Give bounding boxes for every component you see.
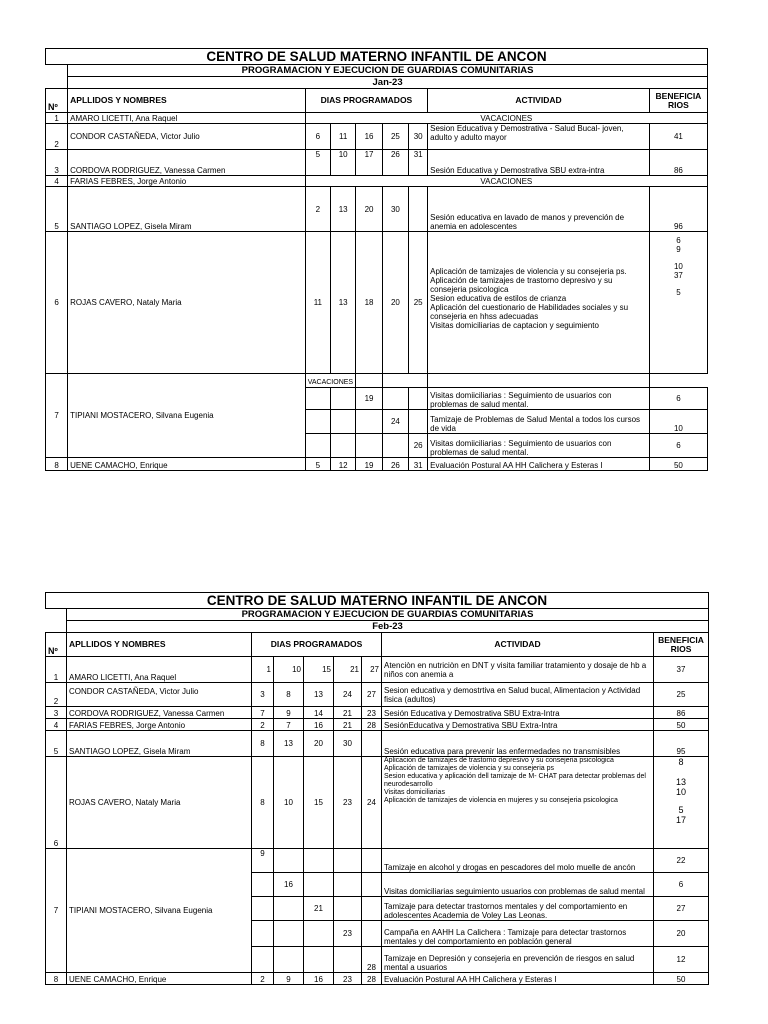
activity-cell: Tamizaje en Depresión y consejeria en prevención de riesgos en salud mental a usuarios (382, 947, 654, 973)
beneficiaries-value: 8 (678, 757, 684, 767)
day-cell: 21 (334, 719, 362, 731)
day-cell: 9 (274, 707, 304, 719)
beneficiaries-cell: 50 (654, 719, 709, 731)
beneficiaries-cell: 10 (649, 410, 707, 434)
beneficiaries-value: 10 (676, 787, 687, 797)
table-row (46, 657, 709, 683)
day-cell: 21 (334, 657, 362, 683)
staff-name: UENE CAMACHO, Enrique (67, 973, 252, 985)
row-number: 2 (46, 683, 67, 707)
day-cell: 28 (362, 947, 382, 973)
day-cell (409, 187, 428, 232)
row-number: 3 (46, 707, 67, 719)
row-number: 1 (46, 113, 68, 124)
activity-cell: Tamizaje de Problemas de Salud Mental a todos los cursos de vida (428, 410, 650, 434)
activity-cell: Sesión educativa para prevenir las enfermedades no transmisibles (382, 731, 654, 757)
row-number: 5 (46, 187, 68, 232)
activity-cell: Evaluación Postural AA HH Calichera y Esteras I (382, 973, 654, 985)
day-cell: 28 (362, 719, 382, 731)
staff-name: CONDOR CASTAÑEDA, Victor Julio (67, 683, 252, 707)
day-cell: 7 (274, 719, 304, 731)
day-cell: 17 (356, 150, 382, 176)
beneficiaries-cell: 50 (649, 458, 707, 471)
day-cell: 27 (362, 683, 382, 707)
beneficiaries-value: 5 (676, 288, 681, 297)
table-row (46, 113, 708, 124)
activity-cell: VACACIONES (305, 176, 707, 187)
beneficiaries-cell: 25 (654, 683, 709, 707)
activity-cell: Tamizaje para detectar trastornos mentales y del comportamiento en adolescentes Academia de Voley Las Leonas. (382, 897, 654, 921)
day-cell: 7 (252, 707, 274, 719)
day-cell: 30 (409, 124, 428, 150)
activity-cell: Tamizaje en alcohol y drogas en pescadores del molo muelle de ancón (382, 849, 654, 873)
day-cell: 24 (382, 410, 408, 434)
table-row (46, 683, 709, 707)
column-header-number: Nº (46, 633, 67, 657)
beneficiaries-value: 9 (676, 245, 681, 254)
day-cell: 15 (304, 657, 334, 683)
activity-cell: Evaluación Postural AA HH Calichera y Esteras I (428, 458, 650, 471)
table-row (46, 176, 708, 187)
beneficiaries-value: 13 (676, 777, 687, 787)
row-number: 8 (46, 458, 68, 471)
table-period: Feb-23 (67, 621, 709, 633)
day-cell: 23 (334, 921, 362, 947)
activity-cell: Sesion educativa y demostrtiva en Salud bucal, Alimentacion y Actividad fisica (adultos) (382, 683, 654, 707)
day-cell: 8 (252, 731, 274, 757)
day-cell: 27 (362, 657, 382, 683)
day-cell: 2 (252, 973, 274, 985)
table-row (46, 187, 708, 232)
day-cell: 16 (304, 719, 334, 731)
row-number: 6 (46, 232, 68, 374)
beneficiaries-cell: 50 (654, 973, 709, 985)
beneficiaries-list (654, 757, 709, 849)
day-cell: 2 (252, 719, 274, 731)
table-period: Jan-23 (68, 77, 708, 89)
table-title: CENTRO DE SALUD MATERNO INFANTIL DE ANCON (46, 593, 709, 609)
table-row (46, 849, 709, 873)
beneficiaries-cell: 96 (649, 187, 707, 232)
row-number: 4 (46, 719, 67, 731)
day-cell: 3 (252, 683, 274, 707)
beneficiaries-cell: 95 (654, 731, 709, 757)
activity-cell: Sesión Educativa y Demostrativa SBU extra-intra (428, 150, 650, 176)
beneficiaries-cell: 6 (649, 434, 707, 458)
day-cell: 26 (382, 150, 408, 176)
row-number: 6 (46, 757, 67, 849)
column-header-number: Nº (46, 89, 68, 113)
row-number: 5 (46, 731, 67, 757)
activity-cell: Campaña en AAHH La Calichera : Tamizaje para detectar trastornos mentales y del comportamiento en población general (382, 921, 654, 947)
day-cell: 28 (362, 973, 382, 985)
beneficiaries-cell: 6 (654, 873, 709, 897)
table-row (46, 707, 709, 719)
column-header-beneficiaries: BENEFICIA RIOS (654, 633, 709, 657)
activity-list (428, 232, 650, 374)
day-cell: 20 (304, 731, 334, 757)
activity-cell: Sesion Educativa y Demostrativa - Salud Bucal- joven, adulto y adulto mayor (428, 124, 650, 150)
table-subtitle: PROGRAMACION Y EJECUCION DE GUARDIAS COMUNITARIAS (68, 65, 708, 77)
day-cell: 19 (356, 458, 382, 471)
table-row (46, 458, 708, 471)
beneficiaries-value: 5 (678, 805, 684, 815)
day-cell: 10 (331, 150, 356, 176)
day-cell: 14 (304, 707, 334, 719)
table-subtitle: PROGRAMACION Y EJECUCION DE GUARDIAS COMUNITARIAS (67, 609, 709, 621)
day-cell: 5 (305, 458, 330, 471)
activity-cell: Sesión Educativa y Demostrativa SBU Extra-Intra (382, 707, 654, 719)
table-row (46, 150, 708, 176)
activity-list (382, 757, 654, 849)
activity-cell: Visitas domiiciliarias : Seguimiento de usuarios con problemas de salud mental. (428, 388, 650, 410)
activity-cell: Atenciòn en nutriciòn en DNT y visita familiar tratamiento y dosaje de hb a niños con anemia a (382, 657, 654, 683)
activity-cell: Visitas domiiciliarias : Seguimiento de usuarios con problemas de salud mental. (428, 434, 650, 458)
table-row (46, 124, 708, 150)
day-cell: 13 (331, 232, 356, 374)
beneficiaries-cell: 27 (654, 897, 709, 921)
beneficiaries-value: 10 (673, 262, 683, 271)
day-cell: 10 (274, 757, 304, 849)
activity-line: Aplicación de tamizajes de violencia en mujeres y su consejeria psicologica (384, 797, 618, 804)
vacation-label: VACACIONES (305, 374, 356, 388)
day-cell: 23 (362, 707, 382, 719)
beneficiaries-cell: 20 (654, 921, 709, 947)
row-number: 4 (46, 176, 68, 187)
staff-name: CORDOVA RODRIGUEZ, Vanessa Carmen (68, 150, 306, 176)
table-row (46, 757, 709, 849)
day-cell: 5 (305, 150, 330, 176)
day-cell: 31 (409, 150, 428, 176)
day-cell: 1 (252, 657, 274, 683)
day-cell: 12 (331, 458, 356, 471)
day-cell: 26 (409, 434, 428, 458)
day-cell: 6 (305, 124, 330, 150)
day-cell: 18 (356, 232, 382, 374)
beneficiaries-cell: 41 (649, 124, 707, 150)
staff-name: ROJAS CAVERO, Nataly Maria (68, 232, 306, 374)
day-cell (362, 731, 382, 757)
table-row (46, 973, 709, 985)
column-header-days: DIAS PROGRAMADOS (252, 633, 382, 657)
day-cell: 8 (274, 683, 304, 707)
day-cell: 13 (304, 683, 334, 707)
day-cell: 20 (382, 232, 408, 374)
day-cell: 25 (409, 232, 428, 374)
day-cell: 23 (334, 757, 362, 849)
beneficiaries-cell: 86 (654, 707, 709, 719)
table-row (46, 719, 709, 731)
beneficiaries-cell: 37 (654, 657, 709, 683)
row-number: 1 (46, 657, 67, 683)
activity-line: Visitas domiciliarias (384, 789, 445, 796)
day-cell: 21 (334, 707, 362, 719)
day-cell: 9 (252, 849, 274, 873)
table-row (46, 731, 709, 757)
column-header-name: APLLIDOS Y NOMBRES (67, 633, 252, 657)
activity-line: Aplicación de tamizajes de violencia y su consejeria ps. (430, 267, 627, 276)
staff-name: CORDOVA RODRIGUEZ, Vanessa Carmen (67, 707, 252, 719)
day-cell: 30 (334, 731, 362, 757)
beneficiaries-value: 6 (676, 236, 681, 245)
staff-name: AMARO LICETTI, Ana Raquel (68, 113, 306, 124)
schedule-table-january (45, 48, 708, 471)
column-header-name: APLLIDOS Y NOMBRES (68, 89, 306, 113)
day-cell: 15 (304, 757, 334, 849)
day-cell: 16 (356, 124, 382, 150)
activity-line: Visitas domiciliarias de captacion y seguimiento (430, 321, 599, 330)
staff-name: UENE CAMACHO, Enrique (68, 458, 306, 471)
day-cell: 11 (331, 124, 356, 150)
day-cell: 8 (252, 757, 274, 849)
beneficiaries-cell: 86 (649, 150, 707, 176)
staff-name: TIPIANI MOSTACERO, Silvana Eugenia (68, 374, 306, 458)
day-cell: 13 (274, 731, 304, 757)
staff-name: TIPIANI MOSTACERO, Silvana Eugenia (67, 849, 252, 973)
beneficiaries-cell: 6 (649, 388, 707, 410)
day-cell: 25 (382, 124, 408, 150)
staff-name: CONDOR CASTAÑEDA, Victor Julio (68, 124, 306, 150)
beneficiaries-value: 17 (676, 815, 687, 825)
day-cell: 13 (331, 187, 356, 232)
column-header-beneficiaries: BENEFICIA RIOS (649, 89, 707, 113)
schedule-table-february (45, 592, 709, 985)
activity-line: Sesion educativa y aplicación dell tamizaje de M- CHAT para detectar problemas del neurodesarrollo (384, 773, 646, 788)
staff-name: SANTIAGO LOPEZ, Gisela Miram (67, 731, 252, 757)
row-number: 2 (46, 124, 68, 150)
row-number: 3 (46, 150, 68, 176)
day-cell: 23 (334, 973, 362, 985)
day-cell: 2 (305, 187, 330, 232)
staff-name: FARIAS FEBRES, Jorge Antonio (68, 176, 306, 187)
day-cell: 31 (409, 458, 428, 471)
day-cell: 24 (334, 683, 362, 707)
day-cell: 19 (356, 388, 382, 410)
activity-line: Aplicación del cuestionario de Habilidades sociales y su consejeria en hhss adecuadas (430, 303, 629, 321)
day-cell: 26 (382, 458, 408, 471)
column-header-activity: ACTIVIDAD (428, 89, 650, 113)
row-number: 8 (46, 973, 67, 985)
row-number: 7 (46, 374, 68, 458)
activity-line: Sesion educativa de estilos de crianza (430, 294, 567, 303)
table-row (46, 232, 708, 374)
activity-line: Aplicación de tamizajes de trastorno depresivo y su consejeria psicologica (430, 276, 613, 294)
column-header-days: DIAS PROGRAMADOS (305, 89, 427, 113)
beneficiaries-value: 37 (673, 271, 683, 280)
activity-cell: SesiónEducativa y Demostrativa SBU Extra-Intra (382, 719, 654, 731)
day-cell: 20 (356, 187, 382, 232)
day-cell: 9 (274, 973, 304, 985)
row-number: 7 (46, 849, 67, 973)
activity-line: Aplicación de tamizajes de violencia y su consejeria ps (384, 765, 555, 772)
activity-cell: Visitas domiciliarias seguimiento usuarios con problemas de salud mental (382, 873, 654, 897)
staff-name: FARIAS FEBRES, Jorge Antonio (67, 719, 252, 731)
staff-name: AMARO LICETTI, Ana Raquel (67, 657, 252, 683)
day-cell: 24 (362, 757, 382, 849)
table-title: CENTRO DE SALUD MATERNO INFANTIL DE ANCON (46, 49, 708, 65)
activity-line: Aplicacion de tamizajes de trastorno depresivo y su consejeria psicologica (384, 757, 614, 764)
day-cell: 10 (274, 657, 304, 683)
day-cell: 11 (305, 232, 330, 374)
beneficiaries-cell: 22 (654, 849, 709, 873)
beneficiaries-list (649, 232, 707, 374)
beneficiaries-cell: 12 (654, 947, 709, 973)
staff-name: ROJAS CAVERO, Nataly Maria (67, 757, 252, 849)
day-cell: 30 (382, 187, 408, 232)
day-cell: 16 (274, 873, 304, 897)
staff-name: SANTIAGO LOPEZ, Gisela Miram (68, 187, 306, 232)
day-cell: 21 (304, 897, 334, 921)
activity-cell: Sesión educativa en lavado de manos y prevención de anemia en adolescentes (428, 187, 650, 232)
column-header-activity: ACTIVIDAD (382, 633, 654, 657)
day-cell: 16 (304, 973, 334, 985)
activity-cell: VACACIONES (305, 113, 707, 124)
